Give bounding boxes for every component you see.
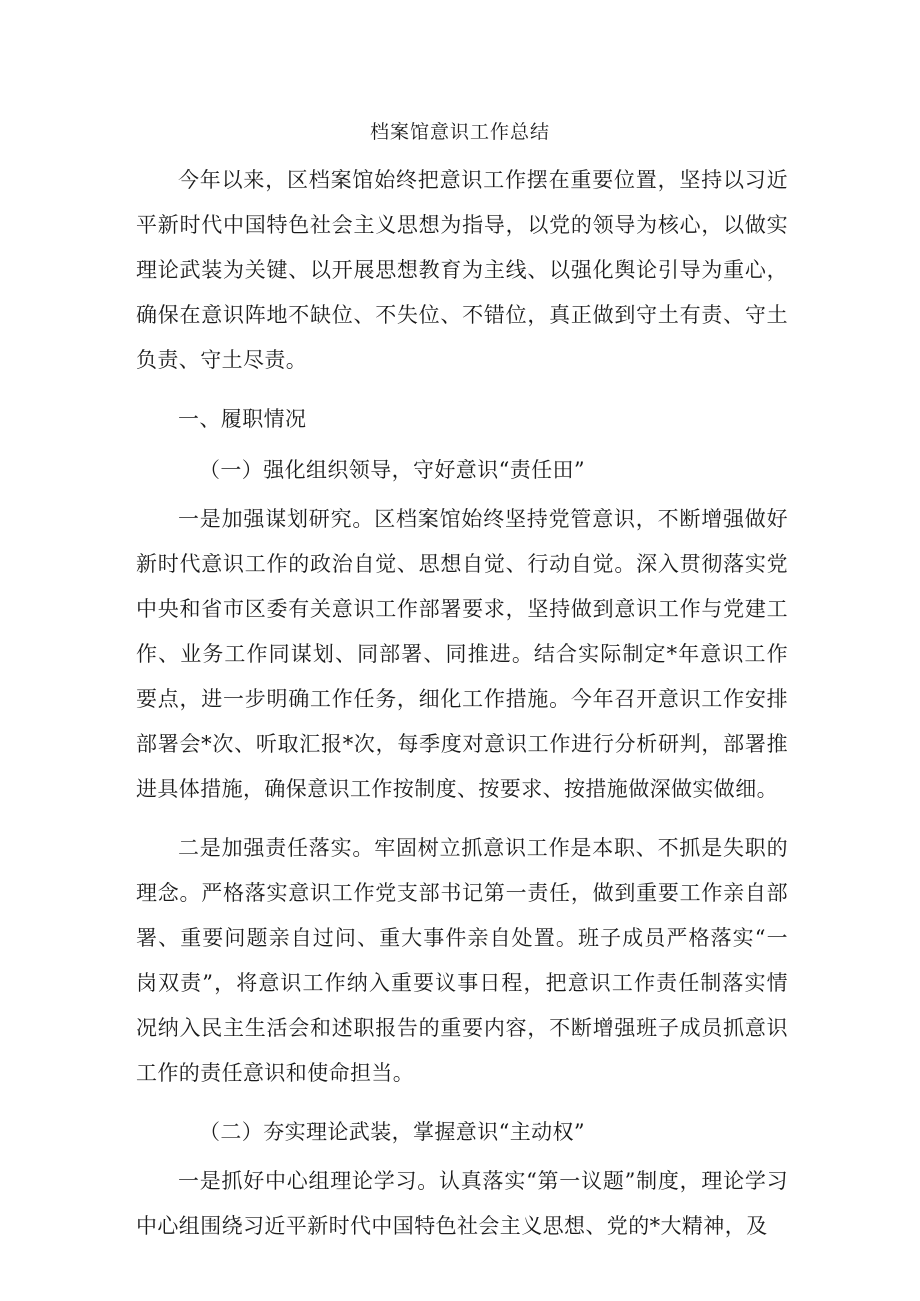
paragraph-theory-study: 一是抓好中心组理论学习。认真落实“第一议题”制度，理论学习中心组围绕习近平新时代中国特色社会主义思想、党的*大精神，及 [136, 1169, 788, 1238]
document-body [136, 158, 788, 1263]
subsection-heading-organization: （一）强化组织领导，守好意识“责任田” [199, 458, 586, 482]
subsection-heading-theory: （二）夯实理论武装，掌握意识“主动权” [199, 1120, 586, 1144]
paragraph-planning-research: 一是加强谋划研究。区档案馆始终坚持党管意识，不断增强做好新时代意识工作的政治自觉、思想自觉、行动自觉。深入贯彻落实党中央和省市区委有关意识工作部署要求，坚持做到意识工作与党建工作、业务工作同谋划、同部署、同推进。结合实际制定*年意识工作要点，进一步明确工作任务，细化工作措施。今年召开意识工作安排部署会*次、听取汇报*次，每季度对意识工作进行分析研判，部署推进具体措施，确保意识工作按制度、按要求、按措施做深做实做细。 [136, 507, 788, 801]
section-heading-performance: 一、履职情况 [178, 407, 307, 431]
paragraph-responsibility: 二是加强责任落实。牢固树立抓意识工作是本职、不抓是失职的理念。严格落实意识工作党支部书记第一责任，做到重要工作亲自部署、重要问题亲自过问、重大事件亲自处置。班子成员严格落实“一岗双责”，将意识工作纳入重要议事日程，把意识工作责任制落实情况纳入民主生活会和述职报告的重要内容，不断增强班子成员抓意识工作的责任意识和使命担当。 [136, 836, 788, 1085]
document-title: 档案馆意识工作总结 [369, 121, 550, 143]
intro-paragraph: 今年以来，区档案馆始终把意识工作摆在重要位置，坚持以习近平新时代中国特色社会主义思想为指导，以党的领导为核心，以做实理论武装为关键、以开展思想教育为主线、以强化舆论引导为重心，确保在意识阵地不缺位、不失位、不错位，真正做到守土有责、守土负责、守土尽责。 [136, 168, 788, 372]
